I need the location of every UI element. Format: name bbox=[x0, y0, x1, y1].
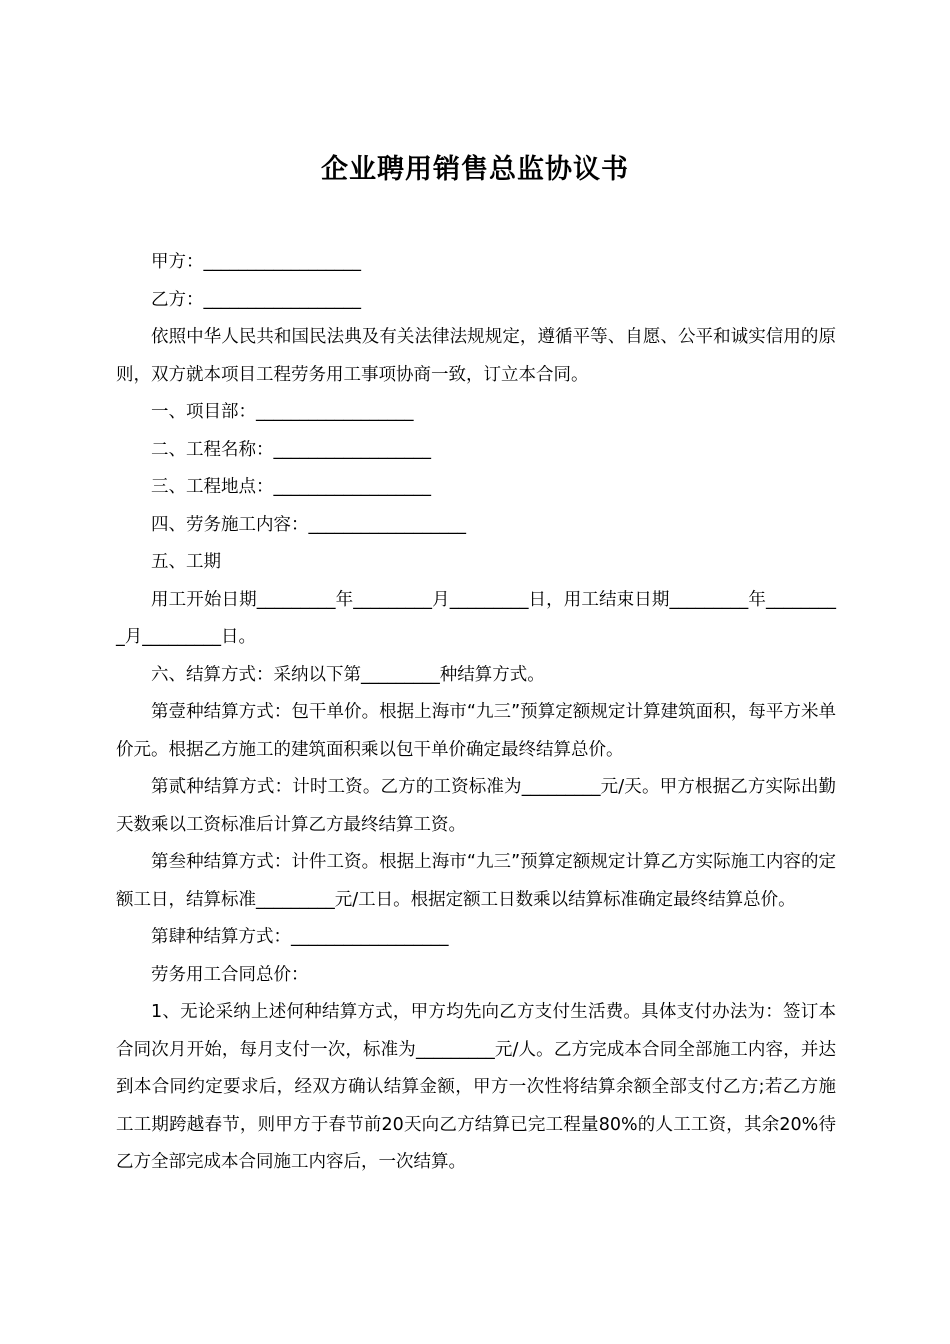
clause-schedule-heading: 五、工期 bbox=[151, 552, 221, 572]
settlement-option-4: 第肆种结算方式：__________________ bbox=[151, 927, 449, 947]
preamble-paragraph: 依照中华人民共和国民法典及有关法律法规规定，遵循平等、自愿、公平和诚实信用的原则，双方就本项目工程劳务用工事项协商一致，订立本合同。 bbox=[116, 327, 836, 385]
document-body bbox=[116, 244, 836, 1182]
clause-project-location: 三、工程地点：__________________ bbox=[151, 477, 431, 497]
clause-labor-content: 四、劳务施工内容：__________________ bbox=[151, 514, 466, 535]
clause-settlement-method: 六、结算方式：采纳以下第_________种结算方式。 bbox=[151, 664, 545, 685]
clause-schedule-dates: 用工开始日期_________年_________月_________日，用工结束日期_________年_________月_________日。 bbox=[116, 589, 836, 647]
party-b-line: 乙方：__________________ bbox=[151, 289, 361, 310]
payment-clause-1: 1、无论采纳上述何种结算方式，甲方均先向乙方支付生活费。具体支付办法为：签订本合同次月开始，每月支付一次，标准为_________元/人。乙方完成本合同全部施工内容，并达到本合同约定要求后，经双方确认结算金额，甲方一次性将结算余额全部支付乙方;若乙方施工工期跨越春节，则甲方于春节前20天向乙方结算已完工程量80%的人工工资，其余20%待乙方全部完成本合同施工内容后，一次结算。 bbox=[116, 1002, 836, 1172]
settlement-option-1: 第壹种结算方式：包干单价。根据上海市“九三”预算定额规定计算建筑面积，每平方米单价元。根据乙方施工的建筑面积乘以包干单价确定最终结算总价。 bbox=[116, 702, 836, 760]
party-a-line: 甲方：__________________ bbox=[151, 252, 361, 272]
document-title: 企业聘用销售总监协议书 bbox=[321, 154, 629, 186]
clause-project-department: 一、项目部：__________________ bbox=[151, 402, 414, 422]
settlement-option-2: 第贰种结算方式：计时工资。乙方的工资标准为_________元/天。甲方根据乙方实际出勤天数乘以工资标准后计算乙方最终结算工资。 bbox=[116, 777, 836, 835]
clause-project-name: 二、工程名称：__________________ bbox=[151, 439, 431, 460]
contract-total-heading: 劳务用工合同总价： bbox=[151, 964, 309, 985]
settlement-option-3: 第叁种结算方式：计件工资。根据上海市“九三”预算定额规定计算乙方实际施工内容的定额工日，结算标准_________元/工日。根据定额工日数乘以结算标准确定最终结算总价。 bbox=[116, 852, 836, 910]
